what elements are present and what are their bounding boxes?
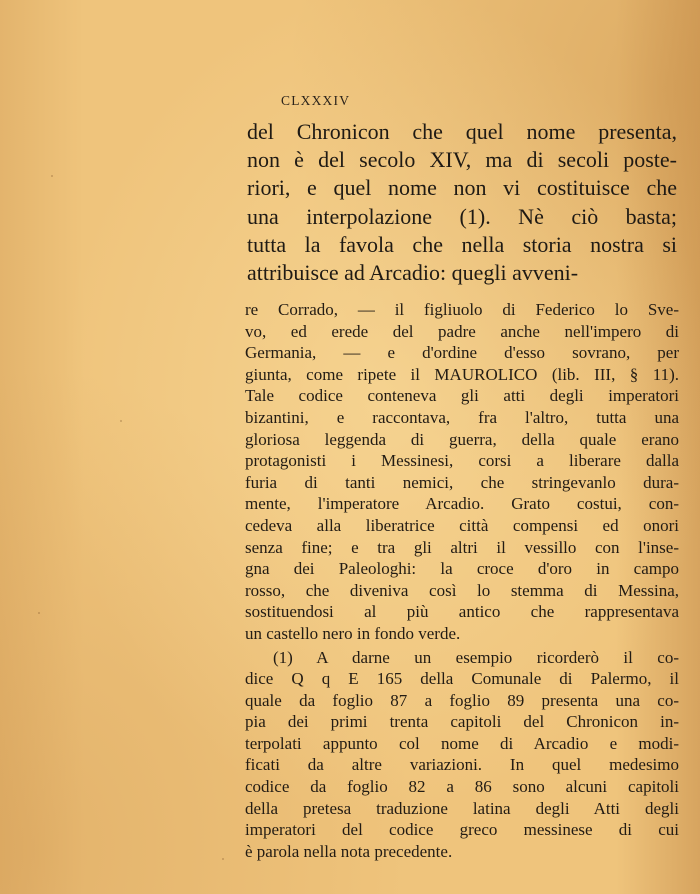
footnote-continuation [245,299,679,645]
footnote-line: imperatori del codice greco messinese di cui [245,820,679,840]
footnote-line: dice Q q E 165 della Comunale di Palermo, il [245,669,679,689]
body-line: una interpolazione (1). Nè ciò basta; [247,203,677,229]
footnote-line: gna dei Paleologhi: la croce d'oro in campo [245,559,679,579]
footnote-line: quale da foglio 87 a foglio 89 presenta una co- [245,690,679,710]
footnote-line: senza fine; e tra gli altri il vessillo con l'inse- [245,537,679,557]
footnote-line: della pretesa traduzione latina degli Atti degli [245,798,679,818]
footnote-line: bizantini, e raccontava, fra l'altro, tutta una [245,407,679,427]
body-line: non è del secolo XIV, ma di secoli poste- [247,147,677,173]
footnote-line: mente, l'imperatore Arcadio. Grato costui, con- [245,494,679,514]
body-line: tutta la favola che nella storia nostra si [247,231,677,257]
body-line: attribuisce ad Arcadio: quegli avveni- [247,259,579,285]
footnote-line: giunta, come ripete il MAUROLICO (lib. III, § 11). [245,364,679,384]
footnote-line: rosso, che diveniva così lo stemma di Messina, [245,580,679,600]
main-body-text [247,118,677,287]
footnote-line: furia di tanti nemici, che stringevanlo dura- [245,472,679,492]
footnote-line: terpolati appunto col nome di Arcadio e modi- [245,733,679,753]
footnote-line: protagonisti i Messinesi, corsi a liberare dalla [245,451,679,471]
footnote-line: vo, ed erede del padre anche nell'impero di [245,321,679,341]
page-number-roman: CLXXXIV [281,93,351,108]
footnote-line: (1) A darne un esempio ricorderò il co- [273,647,679,667]
footnote-line: un castello nero in fondo verde. [245,623,461,643]
footnotes [245,299,679,862]
body-line: riori, e quel nome non vi costituisce che [247,175,677,201]
footnote-line: gloriosa leggenda di guerra, della quale erano [245,429,679,449]
footnote-line: sostituendosi al più antico che rappresentava [245,602,679,622]
paper-speck [51,175,53,177]
footnote-line: è parola nella nota precedente. [245,841,453,861]
paper-speck [120,420,122,422]
footnote-line: cedeva alla liberatrice città compensi ed onori [245,515,679,535]
footnote-line: ficati da altre variazioni. In quel medesimo [245,755,679,775]
footnote-line: Germania, — e d'ordine d'esso sovrano, per [245,343,679,363]
footnote-line: re Corrado, — il figliuolo di Federico lo Sve- [245,300,679,319]
paper-speck [222,858,224,860]
footnote-line: Tale codice conteneva gli atti degli imperatori [245,386,679,406]
footnote-line: codice da foglio 82 a 86 sono alcuni capitoli [245,777,679,797]
footnote-1 [245,647,679,863]
footnote-line: pia dei primi trenta capitoli del Chronicon in- [245,712,679,732]
body-line: del Chronicon che quel nome presenta, [247,119,677,144]
paper-speck [38,612,40,614]
